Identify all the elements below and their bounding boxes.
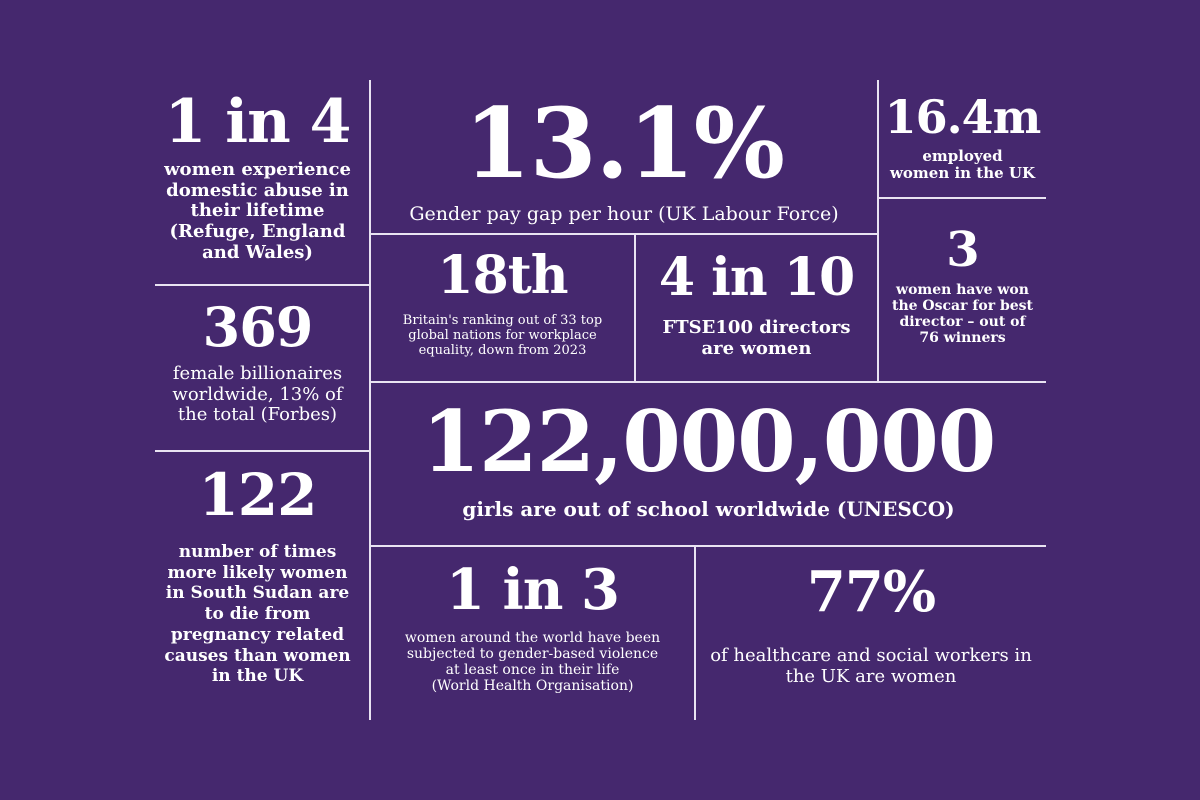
stat-text: FTSE100 directors: [662, 317, 851, 338]
stat-text: the UK are women: [785, 665, 957, 687]
stat-text: women have won: [896, 282, 1029, 298]
stat-billionaires: [150, 295, 365, 426]
stat-text: female billionaires: [172, 363, 343, 384]
stat-violence: [371, 557, 694, 695]
stat-school: [371, 392, 1046, 521]
divider: [877, 197, 1046, 199]
stat-text: women experience: [164, 159, 351, 180]
stat-text: equality, down from 2023: [418, 342, 587, 358]
stat-figure: 122: [198, 461, 317, 529]
stat-figure: 18th: [437, 245, 568, 306]
stat-text: women around the world have been: [404, 630, 661, 646]
stat-text: number of times: [178, 542, 337, 562]
stat-text: subjected to gender-based violence: [406, 646, 659, 663]
stat-oscar: [879, 222, 1046, 347]
stat-figure: 1 in 4: [164, 87, 351, 157]
stat-pay-gap: [371, 87, 877, 226]
stat-ftse: [636, 247, 877, 359]
stat-healthcare: [696, 559, 1046, 687]
divider: [155, 284, 370, 286]
stat-figure: 16.4m: [884, 90, 1041, 144]
stat-text: the total (Forbes): [177, 404, 338, 426]
stat-ranking: [371, 245, 634, 359]
divider: [369, 545, 1046, 547]
stat-employed: [879, 90, 1046, 183]
stat-figure: 122,000,000: [421, 392, 996, 491]
stat-figure: 13.1%: [463, 87, 785, 200]
stat-text: women in the UK: [889, 164, 1035, 183]
stat-south-sudan: [150, 461, 365, 687]
stat-text: domestic abuse in: [166, 179, 349, 201]
stat-text: worldwide, 13% of: [172, 383, 343, 405]
stat-text: the Oscar for best: [891, 298, 1033, 315]
stat-text: Britain's ranking out of 33 top: [402, 313, 603, 328]
stat-text: in South Sudan are: [165, 583, 350, 604]
stat-text: director – out of: [899, 314, 1026, 331]
stat-text: are women: [701, 337, 812, 359]
stat-text: and Wales): [202, 241, 313, 263]
divider: [369, 381, 1046, 383]
stat-text: employed: [922, 147, 1003, 165]
stat-text: (Refuge, England: [169, 221, 346, 243]
stat-text: their lifetime: [190, 200, 325, 222]
stat-text: pregnancy related: [170, 624, 345, 645]
stat-text: at least once in their life: [445, 662, 620, 679]
stat-text: of healthcare and social workers in: [710, 645, 1032, 666]
stat-text: causes than women: [164, 645, 351, 666]
stat-figure: 77%: [806, 559, 936, 625]
stat-text: (World Health Organisation): [431, 678, 634, 695]
stat-text: global nations for workplace: [408, 327, 597, 343]
divider: [155, 450, 370, 452]
stat-figure: 4 in 10: [658, 247, 855, 308]
stat-text: 76 winners: [919, 330, 1006, 347]
stat-figure: 1 in 3: [446, 557, 619, 623]
stat-text: more likely women: [167, 562, 348, 583]
stat-figure: 369: [202, 295, 313, 359]
stat-figure: 3: [946, 222, 979, 278]
divider: [369, 233, 878, 235]
stat-domestic-abuse: [150, 87, 365, 263]
stat-text: to die from: [204, 604, 311, 625]
stat-text: Gender pay gap per hour (UK Labour Force): [409, 203, 839, 225]
stat-text: girls are out of school worldwide (UNESCO): [462, 497, 955, 521]
stat-text: in the UK: [211, 666, 304, 687]
